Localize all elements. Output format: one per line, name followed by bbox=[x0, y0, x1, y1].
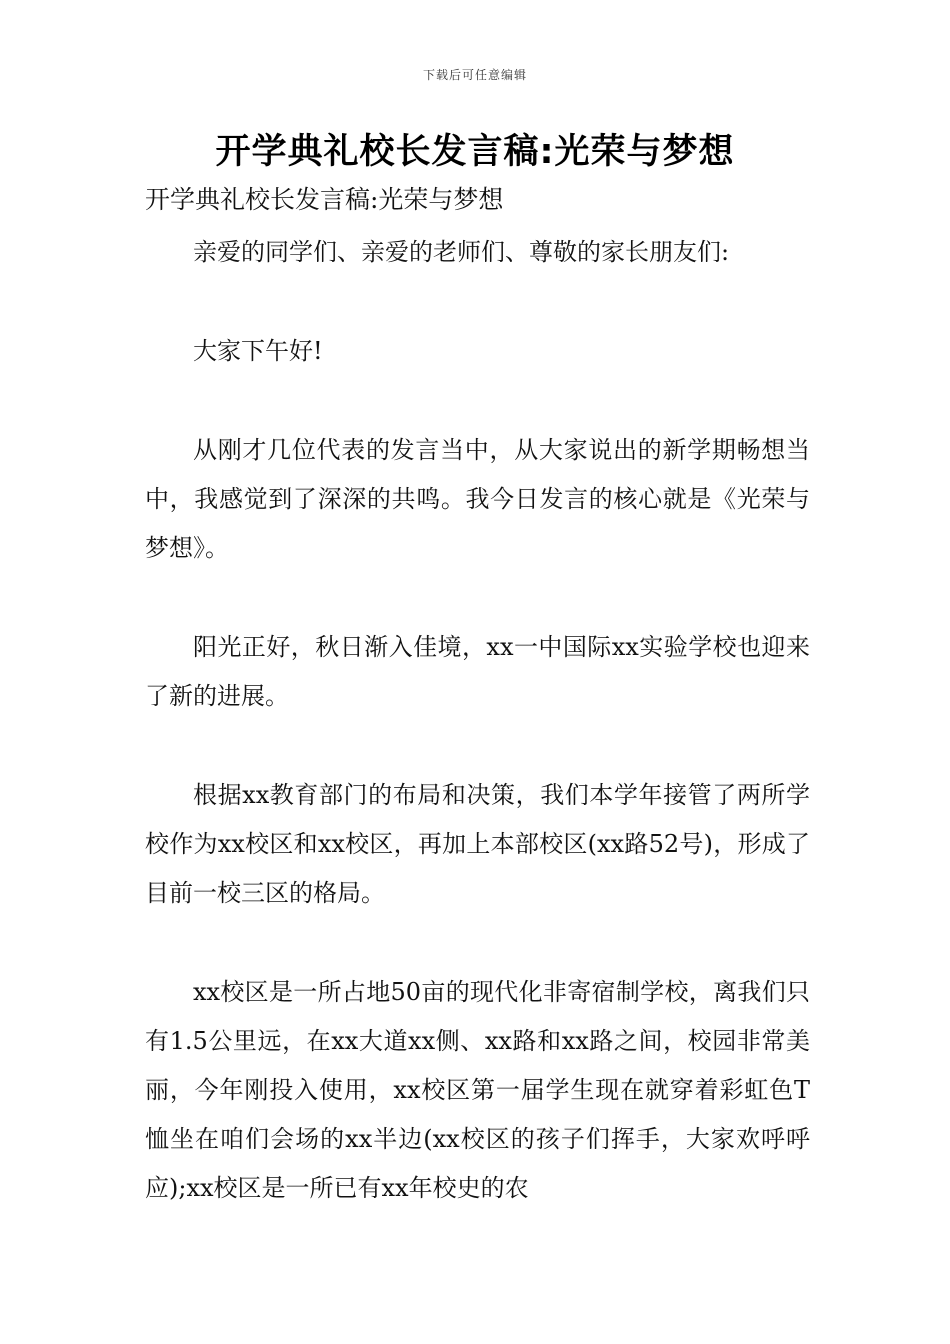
paragraph-autumn: 阳光正好，秋日渐入佳境，xx一中国际xx实验学校也迎来了新的进展。 bbox=[145, 633, 810, 710]
document-title: 开学典礼校长发言稿:光荣与梦想 bbox=[215, 132, 735, 172]
document-subtitle: 开学典礼校长发言稿:光荣与梦想 bbox=[145, 185, 504, 214]
paragraph-greeting: 亲爱的同学们、亲爱的老师们、尊敬的家长朋友们: bbox=[193, 238, 730, 266]
paragraph-campuses: 根据xx教育部门的布局和决策，我们本学年接管了两所学校作为xx校区和xx校区，再加上本部校区(xx路52号)，形成了目前一校三区的格局。 bbox=[145, 781, 810, 907]
header-note: 下载后可任意编辑 bbox=[422, 68, 527, 82]
paragraph-salutation: 大家下午好! bbox=[193, 337, 323, 365]
paragraph-theme: 从刚才几位代表的发言当中，从大家说出的新学期畅想当中，我感觉到了深深的共鸣。我今日发言的核心就是《光荣与梦想》。 bbox=[145, 436, 810, 562]
paragraph-campus-details: xx校区是一所占地50亩的现代化非寄宿制学校，离我们只有1.5公里远，在xx大道xx侧、xx路和xx路之间，校园非常美丽，今年刚投入使用，xx校区第一届学生现在就穿着彩虹色T恤坐在咱们会场的xx半边(xx校区的孩子们挥手，大家欢呼呼应);xx校区是一所已有xx年校史的农 bbox=[145, 978, 810, 1202]
document-body bbox=[145, 228, 810, 1213]
